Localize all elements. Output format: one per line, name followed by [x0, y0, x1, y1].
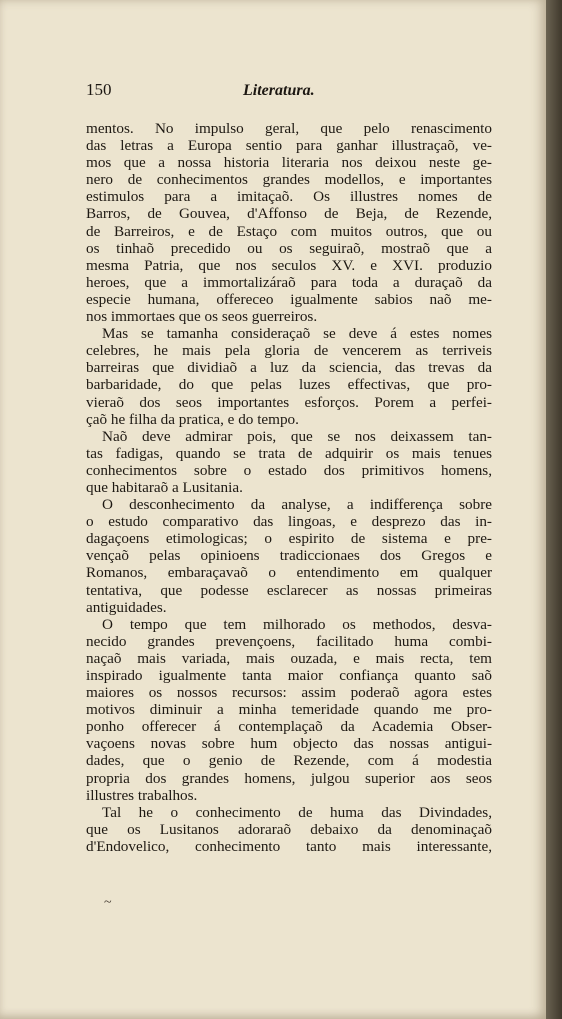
- text-line: os tinhaõ precedido ou os seguiraõ, mostraõ que a: [86, 239, 492, 257]
- paragraph-first-line: O tempo que tem milhorado os methodos, desva-: [102, 615, 492, 633]
- text-line: illustres trabalhos.: [86, 786, 198, 804]
- text-line: vençaõ pelas opinioens tradiccionaes dos Gregos e: [86, 547, 492, 565]
- text-line: vieraõ dos seos importantes esforços. Porem a perfei-: [86, 393, 492, 411]
- text-line: que habitaraõ a Lusitania.: [86, 478, 243, 496]
- text-line: çaõ he filha da pratica, e do tempo.: [86, 410, 299, 428]
- text-line: tentativa, que podesse esclarecer as nossas primeiras: [86, 581, 492, 599]
- text-line: Barros, de Gouvea, d'Affonso de Beja, de Rezende,: [86, 205, 492, 223]
- text-line: das letras a Europa sentio para ganhar illustraçaõ, ve-: [86, 137, 492, 155]
- paragraph-first-line: Tal he o conhecimento de huma das Divindades,: [102, 803, 492, 821]
- text-line: dades, que o genio de Rezende, com á modestia: [86, 752, 492, 770]
- text-line: necido grandes prevençoens, facilitado huma combi-: [86, 632, 492, 650]
- text-line: propria dos grandes homens, julgou superior aos seos: [86, 769, 492, 787]
- page-number: 150: [86, 80, 112, 99]
- text-line: conhecimentos sobre o estado dos primitivos homens,: [86, 461, 492, 479]
- text-line: d'Endovelico, conhecimento tanto mais interessante,: [86, 837, 492, 855]
- text-line: ponho offerecer á contemplaçaõ da Academia Obser-: [86, 718, 492, 736]
- paragraph-first-line: O desconhecimento da analyse, a indifferença sobre: [102, 496, 492, 514]
- text-line: barbaridade, do que pelas luzes effectivas, que pro-: [86, 376, 492, 394]
- page-edge: [546, 0, 562, 1019]
- paragraph-first-line: Mas se tamanha consideraçaõ se deve á estes nomes: [102, 325, 492, 343]
- text-line: mesma Patria, que nos seculos XV. e XVI. produzio: [86, 256, 492, 274]
- text-line: naçaõ mais variada, mais ouzada, e mais recta, tem: [86, 649, 492, 667]
- running-head: [86, 80, 492, 102]
- text-line: o estudo comparativo das lingoas, e desprezo das in-: [86, 513, 492, 531]
- text-line: heroes, que a immortalizáraõ para toda a duraçaõ da: [86, 273, 492, 291]
- text-line: barreiras que dividiaõ a luz da sciencia, das trevas da: [86, 359, 492, 377]
- footer-mark: ~: [104, 895, 112, 910]
- text-line: maiores os nossos recursos: assim poderaõ agora estes: [86, 684, 492, 702]
- text-line: especie humana, offereceo igualmente sabios naõ me-: [86, 290, 492, 308]
- paragraph-first-line: Naõ deve admirar pois, que se nos deixassem tan-: [102, 427, 492, 445]
- text-line: motivos diminuir a minha temeridade quando me pro-: [86, 701, 492, 719]
- text-line: de Barreiros, e de Estaço com muitos outros, que ou: [86, 222, 492, 240]
- text-line: mentos. No impulso geral, que pelo renascimento: [86, 120, 492, 137]
- text-line: que os Lusitanos adoraraõ debaixo da denominaçaõ: [86, 820, 492, 838]
- text-line: Romanos, embaraçavaõ o entendimento em qualquer: [86, 564, 492, 582]
- text-line: inspirado igualmente tanta maior confiança quanto saõ: [86, 667, 492, 684]
- text-line: celebres, he mais pela gloria de vencerem as terriveis: [86, 342, 492, 360]
- text-line: estimulos para a imitaçaõ. Os illustres nomes de: [86, 188, 492, 206]
- text-line: nero de conhecimentos grandes modellos, e importantes: [86, 171, 492, 189]
- text-line: mos que a nossa historia literaria nos deixou neste ge-: [86, 154, 492, 172]
- text-line: nos immortaes que os seos guerreiros.: [86, 308, 318, 326]
- text-line: dagaçoens etimologicas; o espirito de sistema e pre-: [86, 530, 492, 548]
- running-title: Literatura.: [243, 82, 315, 99]
- text-line: vaçoens novas sobre hum objecto das nossas antigui-: [86, 735, 492, 753]
- text-line: antiguidades.: [86, 598, 167, 616]
- text-line: tas fadigas, quando se trata de adquirir os mais tenues: [86, 444, 492, 462]
- body-text: [86, 120, 492, 855]
